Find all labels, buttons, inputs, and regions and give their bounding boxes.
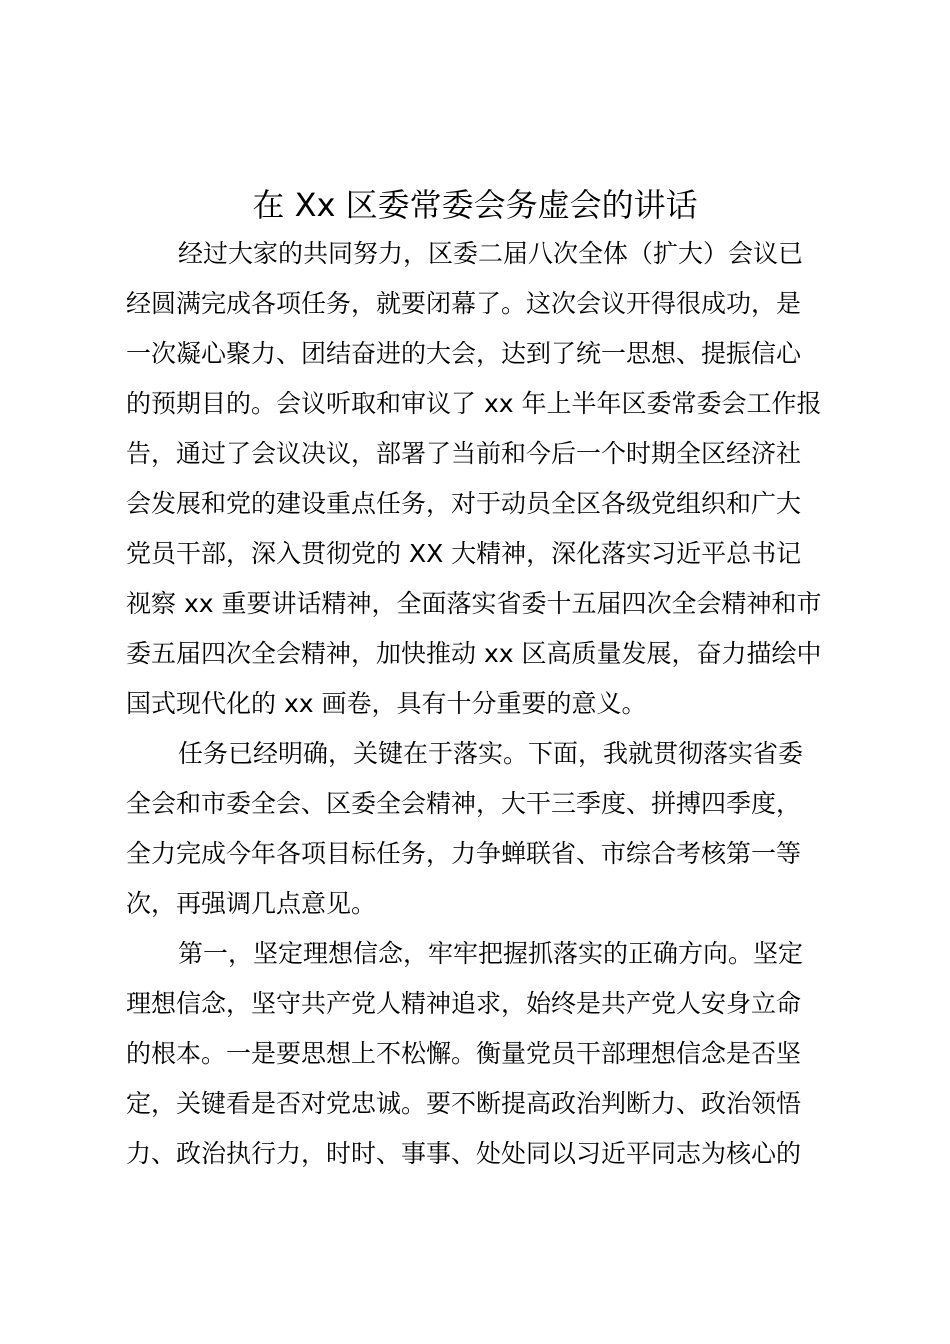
paragraph-3-line-2: 理想信念，坚守共产党人精神追求，始终是共产党人安身立命 <box>126 989 802 1018</box>
paragraph-3-line-3: 的根本。一是要思想上不松懈。衡量党员干部理想信念是否坚 <box>126 1039 802 1068</box>
paragraph-1-line-1: 经过大家的共同努力，区委二届八次全体（扩大）会议已 <box>178 239 804 268</box>
paragraph-3-line-5: 力、政治执行力，时时、事事、处处同以习近平同志为核心的 <box>126 1139 802 1168</box>
paragraph-1-line-5: 告，通过了会议决议，部署了当前和今后一个时期全区经济社 <box>126 439 802 468</box>
paragraph-1-line-3: 一次凝心聚力、团结奋进的大会，达到了统一思想、提振信心 <box>126 339 802 368</box>
paragraph-1-line-7: 党员干部，深入贯彻党的 XX 大精神，深化落实习近平总书记 <box>126 539 802 568</box>
paragraph-1-line-6: 会发展和党的建设重点任务，对于动员全区各级党组织和广大 <box>126 489 802 518</box>
paragraph-2-line-3: 全力完成今年各项目标任务，力争蝉联省、市综合考核第一等 <box>126 839 802 868</box>
paragraph-2-line-2: 全会和市委全会、区委全会精神，大干三季度、拼搏四季度， <box>126 789 802 818</box>
document-title: 在 Xx 区委常委会务虚会的讲话 <box>252 186 698 224</box>
paragraph-1-line-9: 委五届四次全会精神，加快推动 xx 区高质量发展，奋力描绘中 <box>126 639 822 668</box>
paragraph-3-line-1: 第一，坚定理想信念，牢牢把握抓落实的正确方向。坚定 <box>178 939 804 968</box>
paragraph-1-line-2: 经圆满完成各项任务，就要闭幕了。这次会议开得很成功，是 <box>126 289 802 318</box>
paragraph-2-line-4: 次，再强调几点意见。 <box>126 889 377 918</box>
paragraph-1-line-4: 的预期目的。会议听取和审议了 xx 年上半年区委常委会工作报 <box>126 389 822 418</box>
paragraph-1-line-10: 国式现代化的 xx 画卷，具有十分重要的意义。 <box>126 689 647 718</box>
paragraph-2-line-1: 任务已经明确，关键在于落实。下面，我就贯彻落实省委 <box>178 739 804 768</box>
paragraph-3-line-4: 定，关键看是否对党忠诚。要不断提高政治判断力、政治领悟 <box>126 1089 802 1118</box>
paragraph-1-line-8: 视察 xx 重要讲话精神，全面落实省委十五届四次全会精神和市 <box>126 589 822 618</box>
